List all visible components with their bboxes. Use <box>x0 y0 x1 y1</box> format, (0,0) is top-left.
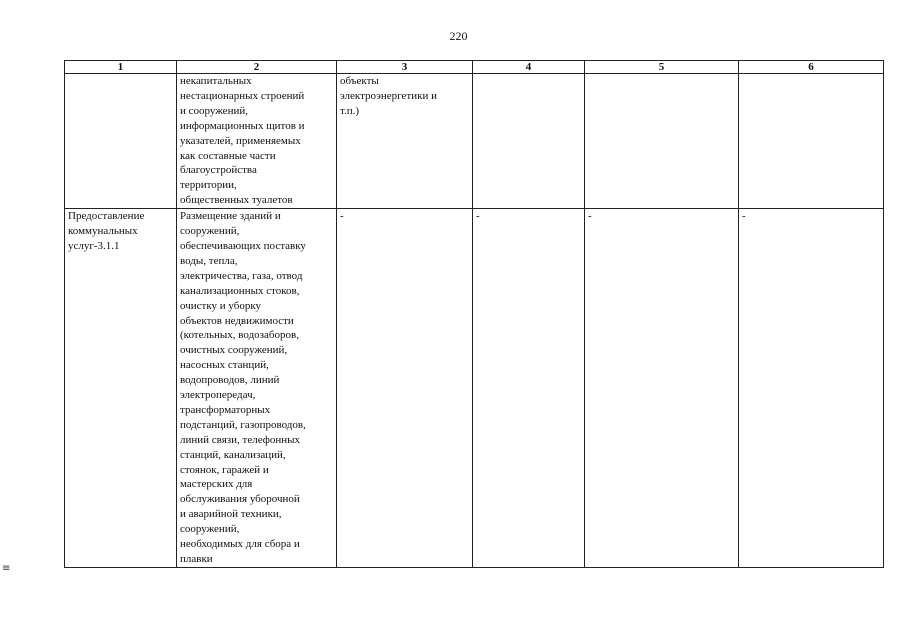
cell-text-line: плавки <box>180 553 213 565</box>
cell-text-line: и сооружений, <box>180 104 248 117</box>
cell-text-line: обеспечивающих поставку <box>180 239 306 252</box>
cell-text-line: электропередач, <box>180 389 256 402</box>
cell-text-line: подстанций, газопроводов, <box>180 418 306 431</box>
cell-text-line: электроэнергетики и <box>340 89 437 102</box>
cell-text-line: благоустройства <box>180 164 257 177</box>
row1-col6-cell <box>739 74 884 209</box>
column-header-4: 4 <box>473 61 585 74</box>
cell-text-line: территории, <box>180 179 237 192</box>
cell-text-line: Размещение зданий и <box>180 210 281 223</box>
cell-text-line: объекты <box>340 75 379 87</box>
cell-text-line: стоянок, гаражей и <box>180 463 269 476</box>
cell-text-line: электричества, газа, отвод <box>180 269 303 282</box>
cell-text-line: очистных сооружений, <box>180 344 288 357</box>
row1-col3-cell <box>337 74 473 209</box>
row2-col3-cell: - <box>337 209 473 568</box>
cell-text-line: некапитальных <box>180 75 252 87</box>
cell-text-line: объектов недвижимости <box>180 314 294 327</box>
cell-text-line: насосных станций, <box>180 359 269 372</box>
row2-col6-cell: - <box>739 209 884 568</box>
cell-text-line: и аварийной техники, <box>180 508 282 521</box>
row1-col2-cell <box>177 74 337 209</box>
cell-text-line: линий связи, телефонных <box>180 433 300 446</box>
cell-text-line: водопроводов, линий <box>180 374 280 387</box>
table-row <box>65 74 884 209</box>
column-header-6: 6 <box>739 61 884 74</box>
row2-col4-cell: - <box>473 209 585 568</box>
row1-col5-cell <box>585 74 739 209</box>
cell-text-line: Предоставление <box>68 210 145 223</box>
cell-text-line: воды, тепла, <box>180 254 238 267</box>
cell-text-line: очистку и уборку <box>180 299 262 312</box>
row1-col4-cell <box>473 74 585 209</box>
cell-text-line: сооружений, <box>180 523 240 536</box>
cell-text-line: станций, канализаций, <box>180 448 286 461</box>
cell-text-line: общественных туалетов <box>180 194 293 207</box>
cell-text-line: коммунальных <box>68 225 138 238</box>
cell-text-line: нестационарных строений <box>180 89 305 102</box>
cell-text-line: необходимых для сбора и <box>180 538 300 551</box>
page-number: 220 <box>449 29 468 43</box>
cell-text-line: услуг-3.1.1 <box>68 239 120 252</box>
cell-text-line: как составные части <box>180 149 276 162</box>
column-header-3: 3 <box>337 61 473 74</box>
table-row <box>65 209 884 568</box>
row2-col5-cell: - <box>585 209 739 568</box>
cell-text-line: указателей, применяемых <box>180 134 301 147</box>
column-header-1: 1 <box>65 61 177 74</box>
column-header-5: 5 <box>585 61 739 74</box>
column-header-2: 2 <box>177 61 337 74</box>
cell-text-line: сооружений, <box>180 225 240 238</box>
cell-text-line: (котельных, водозаборов, <box>180 329 299 342</box>
cell-text-line: канализационных стоков, <box>180 284 300 297</box>
row1-col1-cell <box>65 74 177 209</box>
cell-text-line: трансформаторных <box>180 403 271 416</box>
row2-col2-cell <box>177 209 337 568</box>
cell-text-line: информационных щитов и <box>180 119 305 132</box>
cell-text-line: обслуживания уборочной <box>180 493 300 506</box>
margin-mark: ≡ <box>2 563 11 574</box>
table-header-row <box>65 61 884 74</box>
cell-text-line: т.п.) <box>340 104 360 117</box>
row2-col1-cell <box>65 209 177 568</box>
cell-text-line: мастерских для <box>180 478 253 491</box>
document-table <box>64 60 884 568</box>
